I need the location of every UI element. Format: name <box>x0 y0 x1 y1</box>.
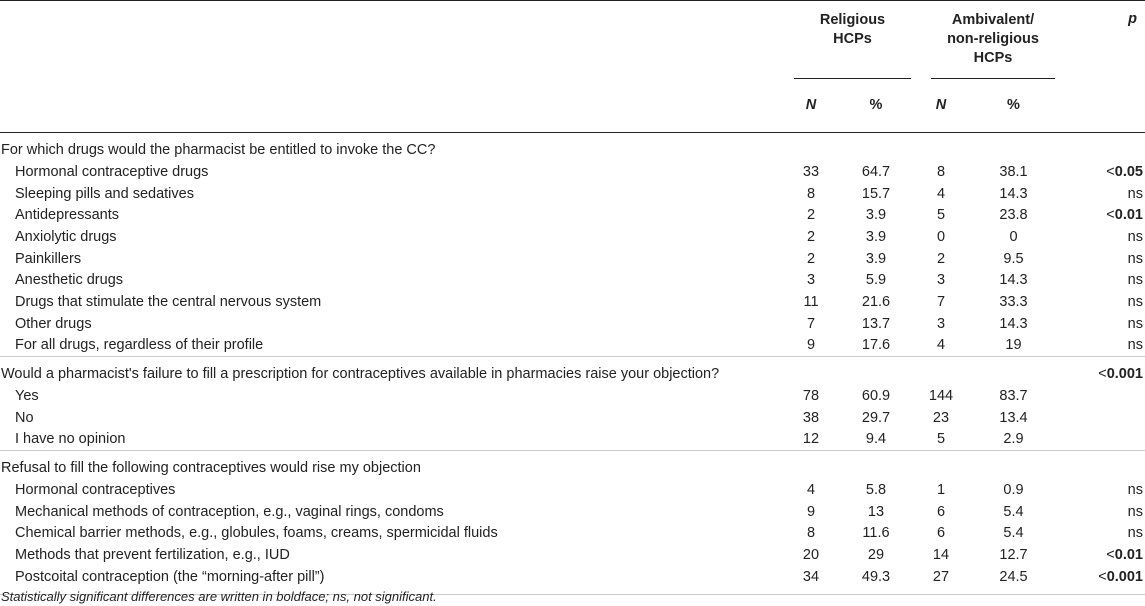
row-p-value <box>1061 385 1145 407</box>
section-title: Would a pharmacist's failure to fill a prescription for contraceptives available in pharmacies raise your objection? <box>1 366 720 383</box>
pct-religious: 15.7 <box>861 185 891 202</box>
p-prefix: < <box>1106 163 1115 180</box>
p-prefix: < <box>1106 547 1115 564</box>
row-label: I have no opinion <box>15 431 126 448</box>
section-title: For which drugs would the pharmacist be entitled to invoke the CC? <box>1 142 436 158</box>
pct-ambivalent: 24.5 <box>999 568 1028 585</box>
p-value: ns <box>1127 185 1143 202</box>
n-religious: 33 <box>802 163 820 180</box>
p-value: 0.05 <box>1114 163 1143 180</box>
pct-religious: 3.9 <box>865 207 887 224</box>
pct-religious: 29.7 <box>861 409 891 426</box>
row-p-value <box>1061 269 1145 291</box>
group1-line-2: HCPs <box>833 31 872 47</box>
n-religious: 9 <box>806 337 816 354</box>
n-religious: 7 <box>806 315 816 332</box>
p-prefix: < <box>1106 207 1115 224</box>
row-p-value <box>1061 226 1145 248</box>
pct-religious: 13.7 <box>861 315 891 332</box>
p-value: 0.001 <box>1106 366 1143 383</box>
table-row <box>0 385 1145 407</box>
pct-ambivalent: 14.3 <box>999 272 1028 289</box>
row-p-value <box>1061 248 1145 270</box>
n-ambivalent: 5 <box>936 207 946 224</box>
n-religious: 78 <box>802 388 820 405</box>
n-ambivalent: 4 <box>936 185 946 202</box>
table-row <box>0 269 1145 291</box>
n-ambivalent: 1 <box>936 482 946 499</box>
n-ambivalent: 0 <box>936 228 946 245</box>
n-ambivalent: 4 <box>936 337 946 354</box>
pct-ambivalent: 23.8 <box>999 207 1028 224</box>
n-religious: 38 <box>802 409 820 426</box>
group2-line-1: Ambivalent/ <box>951 12 1035 28</box>
pct-religious: 5.8 <box>865 482 887 499</box>
pct-ambivalent: 5.4 <box>1003 503 1024 520</box>
pct-header-religious: % <box>836 92 916 133</box>
table-row <box>0 335 1145 357</box>
p-value: 0.001 <box>1106 568 1143 585</box>
pct-religious: 5.9 <box>865 272 887 289</box>
row-label: Postcoital contraception (the “morning-after pill”) <box>15 568 325 585</box>
n-religious: 8 <box>806 525 816 542</box>
row-label: Hormonal contraceptive drugs <box>15 163 209 180</box>
row-label: Painkillers <box>15 250 82 267</box>
pct-ambivalent: 9.5 <box>1003 250 1024 267</box>
table-row <box>0 313 1145 335</box>
pct-religious: 9.4 <box>865 431 887 448</box>
row-label: Antidepressants <box>15 207 119 224</box>
pct-ambivalent: 14.3 <box>999 315 1028 332</box>
pct-ambivalent: 2.9 <box>1003 431 1024 448</box>
n-ambivalent: 3 <box>936 315 946 332</box>
n-ambivalent: 27 <box>932 568 950 585</box>
table-row <box>0 566 1145 588</box>
p-value: ns <box>1127 503 1143 520</box>
table-row <box>0 544 1145 566</box>
section-title-row <box>0 133 1145 162</box>
pct-ambivalent: 19 <box>1005 337 1022 354</box>
row-p-value <box>1061 544 1145 566</box>
section-title-row <box>0 357 1145 385</box>
row-p-value <box>1061 161 1145 183</box>
pct-religious: 3.9 <box>865 250 887 267</box>
n-religious: 4 <box>806 482 816 499</box>
section-p-value <box>1061 133 1145 162</box>
n-religious: 3 <box>806 272 816 289</box>
n-ambivalent: 8 <box>936 163 946 180</box>
p-value: ns <box>1127 337 1143 354</box>
pct-ambivalent: 13.4 <box>999 409 1028 426</box>
n-religious: 11 <box>803 293 819 310</box>
group-header-ambivalent <box>916 1 1061 92</box>
table-footnote: Statistically significant differences are written in boldface; ns, not significant. <box>1 589 437 604</box>
n-header-religious: N <box>786 92 836 133</box>
pct-ambivalent: 12.7 <box>999 547 1028 564</box>
n-ambivalent: 5 <box>936 431 946 448</box>
row-label: Anesthetic drugs <box>15 272 124 289</box>
p-value: ns <box>1127 525 1143 542</box>
pct-religious: 11.6 <box>862 525 890 542</box>
n-header-ambivalent: N <box>916 92 966 133</box>
row-label: Hormonal contraceptives <box>15 482 176 499</box>
pct-ambivalent: 33.3 <box>999 293 1028 310</box>
table-row <box>0 226 1145 248</box>
table-row <box>0 183 1145 205</box>
p-value: 0.01 <box>1114 207 1143 224</box>
row-p-value <box>1061 429 1145 451</box>
section-p-value <box>1061 357 1145 385</box>
pct-religious: 21.6 <box>861 293 891 310</box>
row-p-value <box>1061 335 1145 357</box>
pct-ambivalent: 0 <box>1009 228 1018 245</box>
row-p-value <box>1061 523 1145 545</box>
row-p-value <box>1061 566 1145 588</box>
p-value: ns <box>1127 293 1143 310</box>
n-religious: 34 <box>802 568 820 585</box>
n-ambivalent: 23 <box>932 409 950 426</box>
row-p-value <box>1061 204 1145 226</box>
row-label: For all drugs, regardless of their profile <box>15 337 264 354</box>
n-ambivalent: 7 <box>936 293 946 310</box>
table-row <box>0 161 1145 183</box>
row-label: Other drugs <box>15 315 92 332</box>
n-ambivalent: 144 <box>928 388 954 405</box>
section-title: Refusal to fill the following contraceptives would rise my objection <box>1 460 421 477</box>
n-ambivalent: 3 <box>936 272 946 289</box>
pct-religious: 17.6 <box>861 337 891 354</box>
row-label: Methods that prevent fertilization, e.g., IUD <box>15 547 290 564</box>
group2-line-3: HCPs <box>973 50 1013 66</box>
table-row <box>0 248 1145 270</box>
n-religious: 8 <box>806 185 816 202</box>
group1-line-1: Religious <box>819 12 886 28</box>
n-religious: 2 <box>806 228 816 245</box>
p-prefix: < <box>1098 568 1107 585</box>
n-religious: 20 <box>802 547 820 564</box>
n-religious: 2 <box>806 207 816 224</box>
section-title-row <box>0 451 1145 479</box>
row-p-value <box>1061 313 1145 335</box>
p-value: ns <box>1127 228 1143 245</box>
row-label: Drugs that stimulate the central nervous system <box>15 293 322 310</box>
header-row-columns <box>0 92 1145 133</box>
row-label: Mechanical methods of contraception, e.g., vaginal rings, condoms <box>15 503 444 520</box>
pct-religious: 29 <box>867 547 885 564</box>
row-label: Sleeping pills and sedatives <box>15 185 194 202</box>
n-ambivalent: 6 <box>936 525 946 542</box>
table-row <box>0 523 1145 545</box>
pct-religious: 3.9 <box>865 228 887 245</box>
n-religious: 12 <box>802 431 820 448</box>
pct-religious: 64.7 <box>861 163 891 180</box>
row-label: Anxiolytic drugs <box>15 228 117 245</box>
n-ambivalent: 2 <box>936 250 946 267</box>
pct-ambivalent: 38.1 <box>999 163 1028 180</box>
table-row <box>0 479 1145 501</box>
n-ambivalent: 6 <box>936 503 946 520</box>
row-label: Chemical barrier methods, e.g., globules, foams, creams, spermicidal fluids <box>15 525 498 542</box>
group-header-religious <box>786 1 916 92</box>
pct-ambivalent: 0.9 <box>1003 482 1024 499</box>
section-p-value <box>1061 451 1145 479</box>
row-label: No <box>15 409 34 426</box>
p-prefix: < <box>1098 366 1107 383</box>
header-row-groups <box>0 1 1145 92</box>
table-row <box>0 204 1145 226</box>
n-ambivalent: 14 <box>932 547 950 564</box>
pct-religious: 60.9 <box>861 388 891 405</box>
p-value: ns <box>1127 315 1143 332</box>
row-p-value <box>1061 407 1145 429</box>
p-value: ns <box>1127 482 1143 499</box>
table-row <box>0 291 1145 313</box>
row-p-value <box>1061 479 1145 501</box>
pct-header-ambivalent: % <box>966 92 1061 133</box>
row-p-value <box>1061 291 1145 313</box>
p-value: 0.01 <box>1114 547 1143 564</box>
p-value: ns <box>1127 250 1143 267</box>
table-row <box>0 407 1145 429</box>
pct-ambivalent: 83.7 <box>999 388 1028 405</box>
pct-ambivalent: 14.3 <box>999 185 1028 202</box>
pct-religious: 13 <box>867 503 885 520</box>
n-religious: 9 <box>806 503 816 520</box>
table-row <box>0 501 1145 523</box>
group2-line-2: non-religious <box>947 31 1039 47</box>
table-row <box>0 429 1145 451</box>
p-value-header: p <box>1128 11 1137 27</box>
row-p-value <box>1061 183 1145 205</box>
row-label: Yes <box>15 388 39 405</box>
pct-religious: 49.3 <box>861 568 891 585</box>
p-value: ns <box>1127 272 1143 289</box>
pct-ambivalent: 5.4 <box>1003 525 1024 542</box>
n-religious: 2 <box>806 250 816 267</box>
row-p-value <box>1061 501 1145 523</box>
